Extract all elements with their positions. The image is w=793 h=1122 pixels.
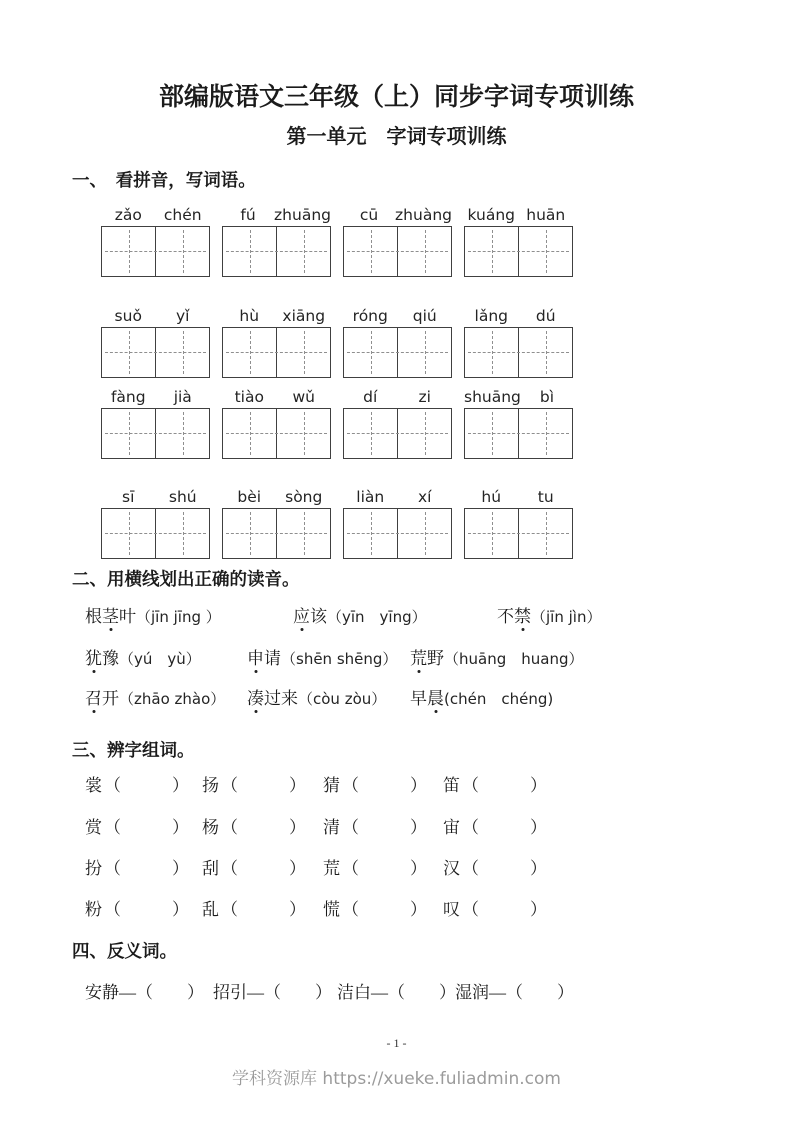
character-item <box>443 775 793 796</box>
antonym-item: 湿润—（ ） <box>455 983 574 1003</box>
pinyin-grid-group <box>222 485 331 559</box>
writing-grid-box <box>464 508 573 559</box>
pinyin-syllable: sòng <box>285 487 323 506</box>
blank-parens: （ ） <box>462 858 547 878</box>
pinyin-syllable: sī <box>122 487 135 506</box>
dotted-char: 犹 <box>85 648 102 668</box>
antonym-item: 安静—（ ） <box>85 983 204 1003</box>
blank-parens: （ ） <box>221 817 306 837</box>
pinyin-grid-group <box>101 485 210 559</box>
pronunciation-item <box>293 606 497 627</box>
character: 粉 <box>85 900 102 919</box>
writing-grid-box <box>101 226 210 277</box>
pinyin-options: （jīn jīng ） <box>136 607 221 626</box>
pinyin-syllable: huān <box>526 205 566 224</box>
grid-cell <box>155 509 209 558</box>
pronunciation-item <box>247 688 410 709</box>
blank-parens: （ ） <box>342 817 427 837</box>
blank-parens: （ ） <box>342 776 427 796</box>
writing-grid-box <box>343 408 452 459</box>
grid-cell <box>155 328 209 377</box>
character-item <box>443 858 793 879</box>
grid-cell <box>518 328 572 377</box>
pinyin-grid-group <box>464 304 573 378</box>
writing-grid-box <box>222 508 331 559</box>
doc-subtitle: 第一单元 字词专项训练 <box>286 125 507 148</box>
pinyin-syllable: zi <box>418 387 431 406</box>
grid-cell <box>397 227 451 276</box>
pinyin-syllable: liàn <box>356 487 385 506</box>
blank-parens: （ ） <box>104 817 189 837</box>
grid-cell <box>276 509 330 558</box>
character-row <box>85 858 793 879</box>
pinyin-grid-group <box>343 304 452 378</box>
character: 猜 <box>323 776 340 796</box>
character-item <box>202 775 323 796</box>
character: 扬 <box>202 776 219 796</box>
character-item <box>323 858 443 879</box>
grid-cell <box>344 509 397 558</box>
blank-parens: （ ） <box>221 900 306 919</box>
pinyin-grid-group <box>222 304 331 378</box>
writing-grid-box <box>464 226 573 277</box>
grid-cell <box>223 227 276 276</box>
grid-cell <box>102 509 155 558</box>
pinyin-grid-group <box>101 304 210 378</box>
pinyin-syllable: lǎng <box>474 306 508 325</box>
pinyin-grid-group <box>343 485 452 559</box>
writing-grid-box <box>464 327 573 378</box>
character: 乱 <box>202 900 219 919</box>
grid-cell <box>518 509 572 558</box>
character: 刮 <box>202 858 219 878</box>
pinyin-syllable: shuāng <box>464 387 521 406</box>
dotted-char: 禁 <box>514 606 531 626</box>
blank-parens: （ ） <box>104 776 189 796</box>
pinyin-grid-row <box>101 385 793 459</box>
pinyin-grid-group <box>101 203 210 277</box>
pronunciation-item <box>410 648 793 669</box>
dotted-char: 应 <box>293 606 310 626</box>
character: 宙 <box>443 817 460 837</box>
grid-cell <box>155 227 209 276</box>
writing-grid-box <box>343 327 452 378</box>
pinyin-grid-group <box>222 203 331 277</box>
grid-cell <box>344 227 397 276</box>
pronunciation-item <box>85 648 247 669</box>
pinyin-syllable: dí <box>363 387 378 406</box>
word-part: 豫 <box>102 648 119 668</box>
character-row <box>85 775 793 796</box>
character-row <box>85 899 793 920</box>
word-part: 根 <box>85 606 102 626</box>
pronunciation-item <box>410 688 793 709</box>
word-part: 不 <box>497 606 514 626</box>
pinyin-syllable: suǒ <box>114 306 142 325</box>
grid-cell <box>223 328 276 377</box>
pinyin-grid-group <box>101 385 210 459</box>
grid-cell <box>465 227 518 276</box>
pronunciation-item <box>497 606 793 627</box>
character-item <box>202 858 323 879</box>
character-item <box>323 775 443 796</box>
grid-cell <box>518 227 572 276</box>
pinyin-syllable: tiào <box>234 387 264 406</box>
blank-parens: （ ） <box>221 858 306 878</box>
blank-parens: （ ） <box>342 900 427 919</box>
character-item <box>85 775 202 796</box>
pinyin-syllable: chén <box>163 205 202 224</box>
word-part: 过来 <box>264 689 298 708</box>
pinyin-syllable: zhuàng <box>395 205 452 224</box>
pinyin-grid-row <box>101 203 793 277</box>
doc-title: 部编版语文三年级（上）同步字词专项训练 <box>158 84 634 111</box>
character: 笛 <box>443 776 460 796</box>
character: 慌 <box>323 900 340 919</box>
pinyin-syllable: bèi <box>237 487 262 506</box>
character: 杨 <box>202 817 219 837</box>
grid-cell <box>102 227 155 276</box>
pronunciation-item <box>85 688 247 709</box>
grid-cell <box>344 409 397 458</box>
pinyin-syllable: jià <box>173 387 192 406</box>
grid-cell <box>102 328 155 377</box>
pinyin-options: （jīn jìn） <box>531 607 602 626</box>
section2-heading: 二、用横线划出正确的读音。 <box>72 568 300 589</box>
dotted-char: 申 <box>247 648 264 668</box>
character: 清 <box>323 817 340 837</box>
antonym-row <box>85 982 793 1003</box>
dotted-char: 荒 <box>410 648 427 668</box>
pinyin-grid-group <box>464 385 573 459</box>
pinyin-syllable: tu <box>537 487 554 506</box>
character: 汉 <box>443 858 460 878</box>
pinyin-grid-group <box>343 203 452 277</box>
grid-cell <box>276 227 330 276</box>
grid-cell <box>276 328 330 377</box>
pinyin-options: （yīn yīng） <box>327 607 427 626</box>
word-part: 早 <box>410 689 427 708</box>
pinyin-syllable: hú <box>481 487 502 506</box>
grid-cell <box>223 509 276 558</box>
character-item <box>85 899 202 920</box>
pinyin-grid-group <box>464 203 573 277</box>
pinyin-syllable: xiāng <box>282 306 326 325</box>
pinyin-options: （yú yù） <box>119 649 201 668</box>
writing-grid-box <box>222 408 331 459</box>
pronunciation-row <box>85 606 793 627</box>
pinyin-grid-group <box>222 385 331 459</box>
pinyin-options: （còu zòu） <box>298 690 387 708</box>
word-part: 该 <box>310 606 327 626</box>
dotted-char: 召 <box>85 689 102 708</box>
blank-parens: （ ） <box>342 858 427 878</box>
dotted-char: 凑 <box>247 689 264 708</box>
character-item <box>85 858 202 879</box>
dotted-char: 晨 <box>427 689 444 708</box>
grid-cell <box>397 328 451 377</box>
character-row <box>85 817 793 838</box>
blank-parens: （ ） <box>104 858 189 878</box>
pinyin-syllable: róng <box>352 306 388 325</box>
blank-parens: （ ） <box>221 776 306 796</box>
pronunciation-row <box>85 648 793 669</box>
grid-cell <box>276 409 330 458</box>
word-part: 请 <box>264 648 281 668</box>
section3-heading: 三、辨字组词。 <box>72 740 195 761</box>
character-item <box>443 899 793 920</box>
character-item <box>85 817 202 838</box>
character: 荒 <box>323 858 340 878</box>
pinyin-syllable: dú <box>535 306 556 325</box>
pinyin-syllable: cū <box>359 205 379 224</box>
pinyin-options: （zhāo zhào） <box>119 690 226 708</box>
writing-grid-box <box>464 408 573 459</box>
word-part: 叶 <box>119 606 136 626</box>
character-item <box>323 899 443 920</box>
writing-grid-box <box>101 408 210 459</box>
antonym-item: 招引—（ ） <box>213 983 332 1003</box>
grid-cell <box>397 509 451 558</box>
grid-cell <box>465 509 518 558</box>
pinyin-syllable: kuáng <box>467 205 515 224</box>
blank-parens: （ ） <box>462 817 547 837</box>
character: 赏 <box>85 817 102 837</box>
pinyin-syllable: yǐ <box>176 306 190 325</box>
pinyin-syllable: qiú <box>412 306 437 325</box>
pinyin-syllable: zǎo <box>114 205 142 224</box>
character: 裳 <box>85 776 102 796</box>
word-part: 开 <box>102 689 119 708</box>
grid-cell <box>397 409 451 458</box>
pinyin-syllable: fàng <box>110 387 146 406</box>
writing-grid-box <box>343 508 452 559</box>
pinyin-syllable: bì <box>539 387 555 406</box>
pinyin-options: （huāng huang） <box>444 649 584 668</box>
character-item <box>323 817 443 838</box>
pinyin-grid-group <box>343 385 452 459</box>
writing-grid-box <box>101 508 210 559</box>
writing-grid-box <box>101 327 210 378</box>
pinyin-syllable: xí <box>418 487 432 506</box>
dotted-char: 茎 <box>102 606 119 626</box>
pinyin-syllable: wǔ <box>292 387 315 406</box>
pinyin-syllable: shú <box>168 487 197 506</box>
character: 叹 <box>443 900 460 919</box>
grid-cell <box>155 409 209 458</box>
word-part: 野 <box>427 648 444 668</box>
grid-cell <box>465 328 518 377</box>
blank-parens: （ ） <box>462 776 547 796</box>
blank-parens: （ ） <box>462 900 547 919</box>
pinyin-syllable: fú <box>240 205 256 224</box>
character-item <box>443 817 793 838</box>
grid-cell <box>223 409 276 458</box>
pinyin-syllable: hù <box>239 306 260 325</box>
pinyin-options: (chén chéng) <box>444 690 554 708</box>
section4-heading: 四、反义词。 <box>72 941 177 962</box>
pinyin-options: （shēn shēng） <box>281 649 398 668</box>
grid-cell <box>102 409 155 458</box>
character-item <box>202 817 323 838</box>
pinyin-grid-group <box>464 485 573 559</box>
pronunciation-item <box>247 648 410 669</box>
pinyin-syllable: zhuāng <box>274 205 331 224</box>
grid-cell <box>344 328 397 377</box>
section1-heading: 一、 看拼音，写词语。 <box>72 169 256 190</box>
pronunciation-row <box>85 688 793 709</box>
watermark-footer: 学科资源库 https://xueke.fuliadmin.com <box>232 1068 561 1089</box>
page-number: - 1 - <box>386 1035 407 1050</box>
writing-grid-box <box>222 226 331 277</box>
pronunciation-item <box>85 606 293 627</box>
character-item <box>202 899 323 920</box>
antonym-item: 洁白—（ ） <box>337 983 456 1003</box>
character: 扮 <box>85 858 102 878</box>
writing-grid-box <box>222 327 331 378</box>
grid-cell <box>518 409 572 458</box>
grid-cell <box>465 409 518 458</box>
pinyin-grid-row <box>101 304 793 378</box>
pinyin-grid-row <box>101 485 793 559</box>
writing-grid-box <box>343 226 452 277</box>
blank-parens: （ ） <box>104 900 189 919</box>
